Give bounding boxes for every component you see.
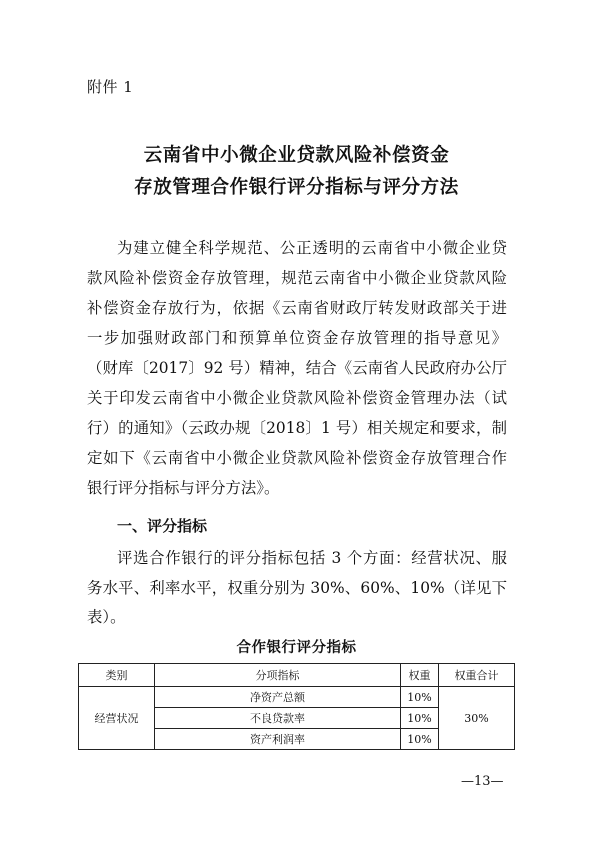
- item-cell: 净资产总额: [155, 687, 401, 708]
- weight-cell: 10%: [401, 708, 439, 729]
- header-total-weight: 权重合计: [439, 664, 515, 687]
- intro-line: 一步加强财政部门和预算单位资金存放管理的指导意见》: [87, 329, 507, 347]
- header-item: 分项指标: [155, 664, 401, 687]
- intro-line: 行）的通知》（云政办规〔2018〕1 号）相关规定和要求，制: [87, 419, 507, 437]
- header-category: 类别: [79, 664, 155, 687]
- intro-line: 定如下《云南省中小微企业贷款风险补偿资金存放管理合作: [87, 449, 507, 467]
- category-cell: 经营状况: [79, 687, 155, 750]
- intro-line: 为建立健全科学规范、公正透明的云南省中小微企业贷: [117, 239, 507, 257]
- intro-line: 款风险补偿资金存放管理，规范云南省中小微企业贷款风险: [87, 269, 507, 287]
- table-row: [79, 687, 515, 708]
- document-title-line1: 云南省中小微企业贷款风险补偿资金: [143, 145, 450, 166]
- table-title: 合作银行评分指标: [236, 640, 357, 656]
- intro-line: （财库〔2017〕92 号）精神，结合《云南省人民政府办公厅: [87, 359, 507, 377]
- section-line: 务水平、利率水平，权重分别为 30%、60%、10%（详见下: [87, 579, 507, 597]
- section-line: 评选合作银行的评分指标包括 3 个方面：经营状况、服: [117, 549, 507, 567]
- attachment-label: 附件 1: [87, 78, 134, 96]
- intro-line: 银行评分指标与评分方法》。: [87, 479, 280, 497]
- header-weight: 权重: [401, 664, 439, 687]
- item-cell: 资产利润率: [155, 729, 401, 750]
- page-number: —13—: [461, 774, 504, 789]
- intro-line: 补偿资金存放行为，依据《云南省财政厅转发财政部关于进: [87, 299, 507, 317]
- section-heading: 一、评分指标: [117, 517, 208, 535]
- section-line: 表）。: [87, 608, 126, 626]
- scoring-table: [78, 663, 515, 750]
- item-cell: 不良贷款率: [155, 708, 401, 729]
- weight-cell: 10%: [401, 729, 439, 750]
- intro-line: 关于印发云南省中小微企业贷款风险补偿资金管理办法（试: [87, 389, 507, 407]
- table-header-row: [79, 664, 515, 687]
- document-title-line2: 存放管理合作银行评分指标与评分方法: [134, 177, 459, 198]
- weight-cell: 10%: [401, 687, 439, 708]
- total-weight-cell: 30%: [439, 687, 515, 750]
